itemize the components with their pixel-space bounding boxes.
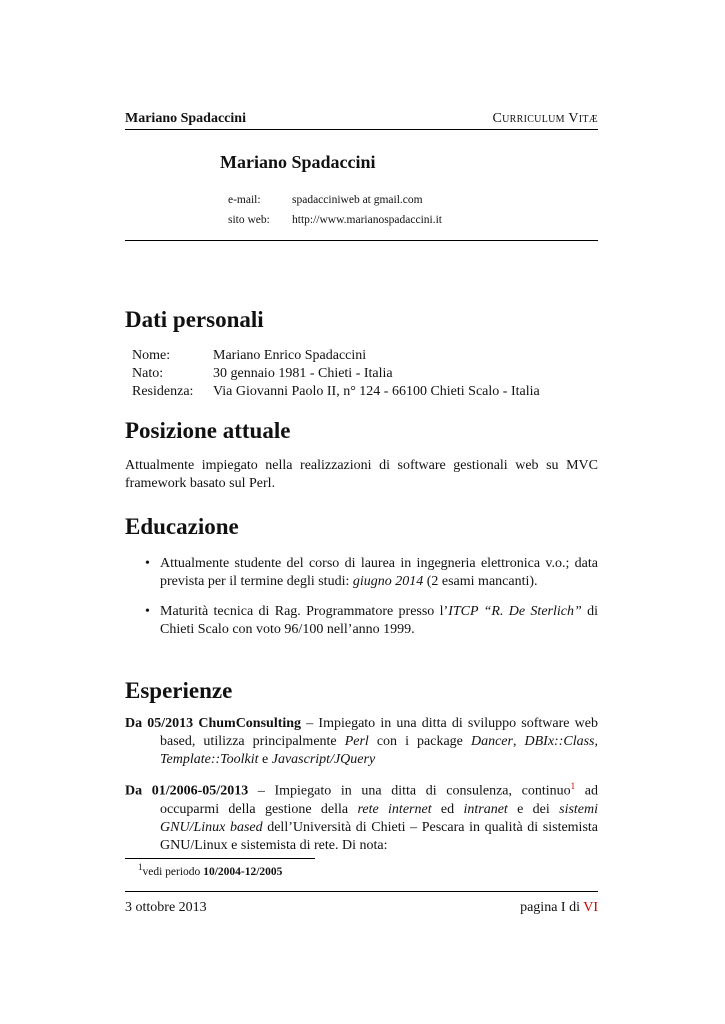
total-pages-link[interactable]: VI: [583, 900, 598, 915]
page-number: pagina I di VI: [520, 900, 598, 915]
list-item: • Maturità tecnica di Rag. Programmatore presso l’ITCP “R. De Sterlich” di Chieti Scalo con voto 96/100 nell’anno 1999.: [145, 604, 598, 637]
running-header-name: Mariano Spadaccini: [125, 111, 246, 126]
running-header-title: Curriculum Vitæ: [492, 111, 598, 126]
personal-value-residenza: Via Giovanni Paolo II, n° 124 - 66100 Chieti Scalo - Italia: [213, 384, 540, 399]
posizione-text: Attualmente impiegato nella realizzazioni di software gestionali web su MVC framework basato sul Perl.: [125, 458, 598, 491]
bullet-icon: •: [145, 556, 150, 571]
graduation-date: giugno 2014: [352, 574, 424, 589]
section-heading-posizione: Posizione attuale: [125, 418, 291, 443]
personal-value-nome: Mariano Enrico Spadaccini: [213, 348, 367, 363]
footnote-mark: 1: [138, 862, 143, 872]
footnote-reference[interactable]: 1: [570, 781, 576, 791]
experience-item: Da 05/2013 ChumConsulting – Impiegato in una ditta di sviluppo software web based, utilizza principalmente Perl con i package Dancer, DBIx::Class, Template::Toolkit e Javascript/JQuery: [125, 716, 599, 767]
email-label: e-mail:: [228, 194, 261, 206]
footer-date: 3 ottobre 2013: [125, 900, 207, 915]
experience-item: Da 01/2006-05/2013 – Impiegato in una ditta di consulenza, continuo$^1$ ad occuparmi della gestione della rete internet ed intranet e dei sistemi GNU/Linux based dell’Università di Chieti – Pescara in qualità di sistemista GNU/Linux e sistemista di rete. Di nota:: [125, 781, 599, 853]
footnote-rule: [125, 858, 315, 859]
personal-data-table: [132, 347, 540, 401]
personal-value-nato: 30 gennaio 1981 - Chieti - Italia: [213, 366, 393, 381]
list-item: • Attualmente studente del corso di laurea in ingegneria elettronica v.o.; data prevista per il termine degli studi: giugno 2014 (2 esami mancanti).: [145, 556, 598, 589]
education-list: [125, 555, 598, 639]
personal-label-nato: Nato:: [132, 366, 164, 381]
website-value: http://www.marianospadaccini.it: [292, 214, 442, 226]
website-label: sito web:: [228, 214, 270, 226]
cv-name: Mariano Spadaccini: [220, 152, 376, 172]
title-rule: [125, 240, 598, 241]
header-rule: [125, 129, 598, 130]
experience-list: [125, 715, 598, 855]
section-heading-esperienze: Esperienze: [125, 678, 233, 703]
email-value: spadacciniweb at gmail.com: [292, 194, 423, 206]
experience-title: Da 01/2006-05/2013: [125, 783, 249, 799]
experience-title: Da 05/2013 ChumConsulting: [125, 716, 302, 731]
personal-label-nome: Nome:: [132, 348, 171, 363]
personal-label-residenza: Residenza:: [132, 384, 194, 399]
footnote: $^1$vedi periodo 10/2004-12/2005: [138, 862, 283, 878]
contact-table: [226, 189, 444, 231]
section-heading-educazione: Educazione: [125, 514, 239, 539]
footer-rule: [125, 891, 598, 892]
bullet-icon: •: [145, 604, 150, 619]
footnote-period: 10/2004-12/2005: [203, 865, 283, 878]
school-name: ITCP “R. De Sterlich”: [448, 604, 582, 619]
section-heading-dati: Dati personali: [125, 307, 264, 332]
